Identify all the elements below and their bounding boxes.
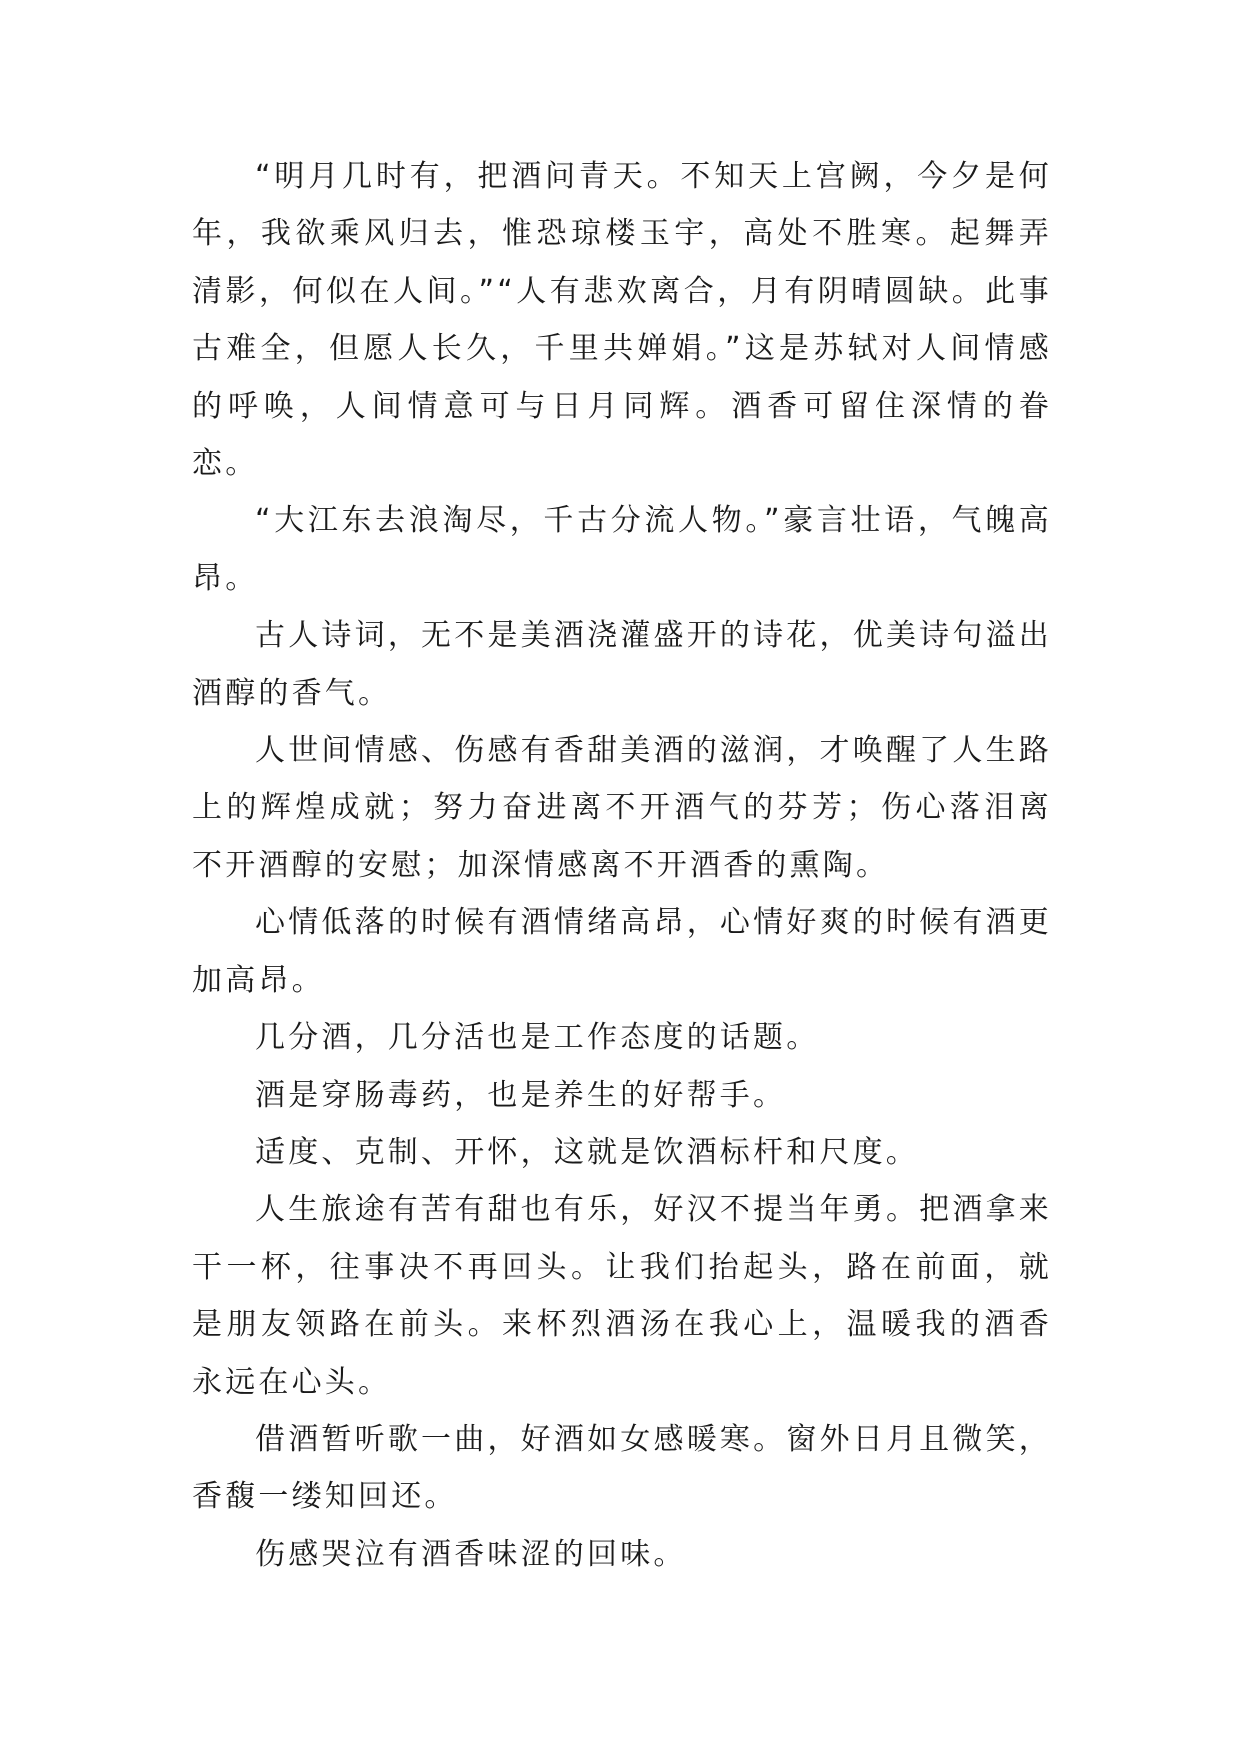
paragraph-8: 适度、克制、开怀，这就是饮酒标杆和尺度。 <box>255 1134 919 1170</box>
paragraph-7: 酒是穿肠毒药，也是养生的好帮手。 <box>255 1077 787 1113</box>
paragraph-1: “明月几时有，把酒问青天。不知天上宫阙，今夕是何年，我欲乘风归去，惟恐琼楼玉宇，高处不胜寒。起舞弄清影，何似在人间。”“人有悲欢离合，月有阴晴圆缺。此事古难全，但愿人长久，千里共婵娟。”这是苏轼对人间情感的呼唤，人间情意可与日月同辉。酒香可留住深情的眷恋。 <box>192 159 1052 482</box>
paragraph-11: 伤感哭泣有酒香味涩的回味。 <box>255 1536 687 1572</box>
paragraph-10: 借酒暂听歌一曲，好酒如女感暖寒。窗外日月且微笑，香馥一缕知回还。 <box>192 1421 1052 1515</box>
paragraph-9: 人生旅途有苦有甜也有乐，好汉不提当年勇。把酒拿来干一杯，往事决不再回头。让我们抬起头，路在前面，就是朋友领路在前头。来杯烈酒汤在我心上，温暖我的酒香永远在心头。 <box>192 1192 1052 1400</box>
paragraph-5: 心情低落的时候有酒情绪高昂，心情好爽的时候有酒更加高昂。 <box>192 905 1052 998</box>
paragraph-3: 古人诗词，无不是美酒浇灌盛开的诗花，优美诗句溢出酒醇的香气。 <box>192 618 1052 711</box>
document-body <box>192 148 1052 1583</box>
paragraph-2: “大江东去浪淘尽，千古分流人物。”豪言壮语，气魄高昂。 <box>192 503 1052 596</box>
paragraph-6: 几分酒，几分活也是工作态度的话题。 <box>255 1020 820 1056</box>
paragraph-4: 人世间情感、伤感有香甜美酒的滋润，才唤醒了人生路上的辉煌成就；努力奋进离不开酒气的芬芳；伤心落泪离不开酒醇的安慰；加深情感离不开酒香的熏陶。 <box>192 733 1052 883</box>
